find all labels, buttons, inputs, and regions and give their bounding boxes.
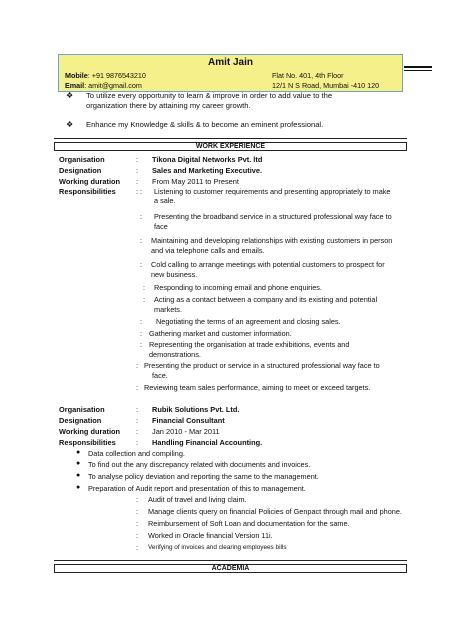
responsibility-item: Representing the organisation at trade exhibitions, events and [149, 340, 350, 349]
responsibility-item: Reviewing team sales performance, aiming to meet or exceed targets. [144, 383, 371, 392]
divider [54, 138, 407, 139]
sub-item: Manage clients query on financial Policies of Genpact through mail and phone. [148, 507, 402, 516]
duration-value: Jan 2010 - Mar 2011 [152, 427, 220, 436]
org-value: Rubik Solutions Pvt. Ltd. [152, 405, 240, 414]
mobile-row [65, 71, 146, 80]
sub-item: Audit of travel and living claim. [148, 495, 247, 504]
bullet-icon: ● [76, 472, 81, 479]
contact-header [58, 54, 403, 92]
mobile-value: : +91 9876543210 [87, 71, 146, 80]
bullet-item: Data collection and compiling. [88, 449, 185, 458]
responsibility-item: a sale. [154, 196, 176, 205]
responsibility-item: Maintaining and developing relationships with existing customers in person [151, 236, 393, 245]
objective-line-2: organization there by attaining my career growth. [86, 101, 251, 110]
responsibility-item: Responding to incoming email and phone enquiries. [154, 283, 322, 292]
address-line-2: 12/1 N S Road, Mumbai -410 120 [272, 81, 380, 90]
divider [54, 560, 407, 561]
responsibility-item: Cold calling to arrange meetings with potential customers to prospect for [151, 260, 385, 269]
sub-item: Reimbursement of Soft Loan and documentation for the same. [148, 519, 350, 528]
mobile-label: Mobile [65, 71, 88, 80]
org-label: Organisation [59, 155, 105, 164]
responsibility-item: Presenting the product or service in a structured professional way face to [144, 361, 380, 370]
academia-heading: ACADEMIA [54, 564, 407, 573]
work-experience-heading: WORK EXPERIENCE [54, 142, 407, 151]
designation-label: Designation [59, 416, 102, 425]
responsibility-heading: Handling Financial Accounting. [152, 438, 263, 447]
resume-page: Amit Jain Mobile: +91 9876543210 Email: amit@gmail.com Flat No. 401, 4th Floor 12/1 N S Road, Mumbai -410 120 ❖ To utilize every opportunity to learn & improve in order to add value to the organization there by attaining my career growth. ❖ Enhance my Knowledge & skills & to become an eminent professional. WORK EXPERIENCE Organisation : Tikona Digital Networks Pvt. ltd Designation : Sales and Marketing Executive. Working duration : From May 2011 to Present Responsibilities : : Listening to customer requirements and presenting appropriately to make a sale. : Presenting the broadband service in a structured professional way face to face : Maintaining and developing relationships with existing customers in person and via telephone calls and emails. : Cold calling to arrange meetings with potential customers to prospect for new business. : Responding to incoming email and phone enquiries. : Acting as a contact between a company and its existing and potential markets. : Negotiating the terms of an agreement and closing sales. : Gathering market and customer information. : Representing the organisation at trade exhibitions, events and demonstrations. : Presenting the product or service in a structured professional way face to face. : Reviewing team sales performance, aiming to meet or exceed targets. Organisation : Rubik Solutions Pvt. Ltd. Designation : Financial Consultant Working duration : Jan 2010 - Mar 2011 Responsibilities : Handling Financial Accounting. ● Data collection and compiling. ● To find out the any discrepancy related with documents and invoices. ● To analyse policy deviation and reporting the same to the management. ● Preparation of Audit report and presentation of this to management. : Audit of travel and living claim. : Manage clients query on financial Policies of Genpact through mail and phone. : Reimbursement of Soft Loan and documentation for the same. : Worked in Oracle financial Version 11i. : Verifying of invoices and clearing employees bills ACADEMIA [0, 0, 474, 632]
responsibility-item: Presenting the broadband service in a structured professional way face to [154, 212, 392, 221]
address-line-1: Flat No. 401, 4th Floor [272, 71, 344, 80]
responsibility-item: markets. [154, 305, 182, 314]
org-value: Tikona Digital Networks Pvt. ltd [152, 155, 263, 164]
bullet-icon: ● [76, 449, 81, 456]
bullet-item: Preparation of Audit report and presentation of this to management. [88, 484, 306, 493]
designation-value: Financial Consultant [152, 416, 225, 425]
responsibility-item: Listening to customer requirements and presenting appropriately to make [154, 187, 391, 196]
decorative-lines [404, 66, 432, 72]
responsibility-item: Gathering market and customer information. [149, 329, 292, 338]
responsibilities-label: Responsibilities [59, 438, 116, 447]
duration-label: Working duration [59, 427, 121, 436]
objective-line-3: Enhance my Knowledge & skills & to become an eminent professional. [86, 120, 324, 129]
responsibility-item: face. [152, 371, 168, 380]
sub-item: Verifying of invoices and clearing employees bills [148, 544, 287, 551]
bullet-icon: ● [76, 460, 81, 467]
duration-label: Working duration [59, 177, 121, 186]
objective-line-1: To utilize every opportunity to learn & improve in order to add value to the [86, 91, 333, 100]
responsibility-item: face [154, 222, 168, 231]
responsibility-item: new business. [151, 270, 198, 279]
responsibilities-label: Responsibilities [59, 187, 116, 196]
responsibility-item: Acting as a contact between a company and its existing and potential [154, 295, 378, 304]
responsibility-item: demonstrations. [149, 350, 201, 359]
designation-label: Designation [59, 166, 102, 175]
bullet-item: To analyse policy deviation and reporting the same to the management. [88, 472, 319, 481]
bullet-item: To find out the any discrepancy related with documents and invoices. [88, 460, 311, 469]
diamond-bullet-icon: ❖ [66, 91, 74, 100]
bullet-icon: ● [76, 484, 81, 491]
org-label: Organisation [59, 405, 105, 414]
responsibility-item: Negotiating the terms of an agreement and closing sales. [156, 317, 341, 326]
diamond-bullet-icon: ❖ [66, 120, 74, 129]
email-value: : amit@gmail.com [84, 81, 142, 90]
email-row [65, 81, 142, 90]
designation-value: Sales and Marketing Executive. [152, 166, 263, 175]
email-label: Email [65, 81, 85, 90]
candidate-name: Amit Jain [207, 57, 253, 68]
sub-item: Worked in Oracle financial Version 11i. [148, 531, 273, 540]
duration-value: From May 2011 to Present [152, 177, 239, 186]
responsibility-item: and via telephone calls and emails. [151, 246, 265, 255]
